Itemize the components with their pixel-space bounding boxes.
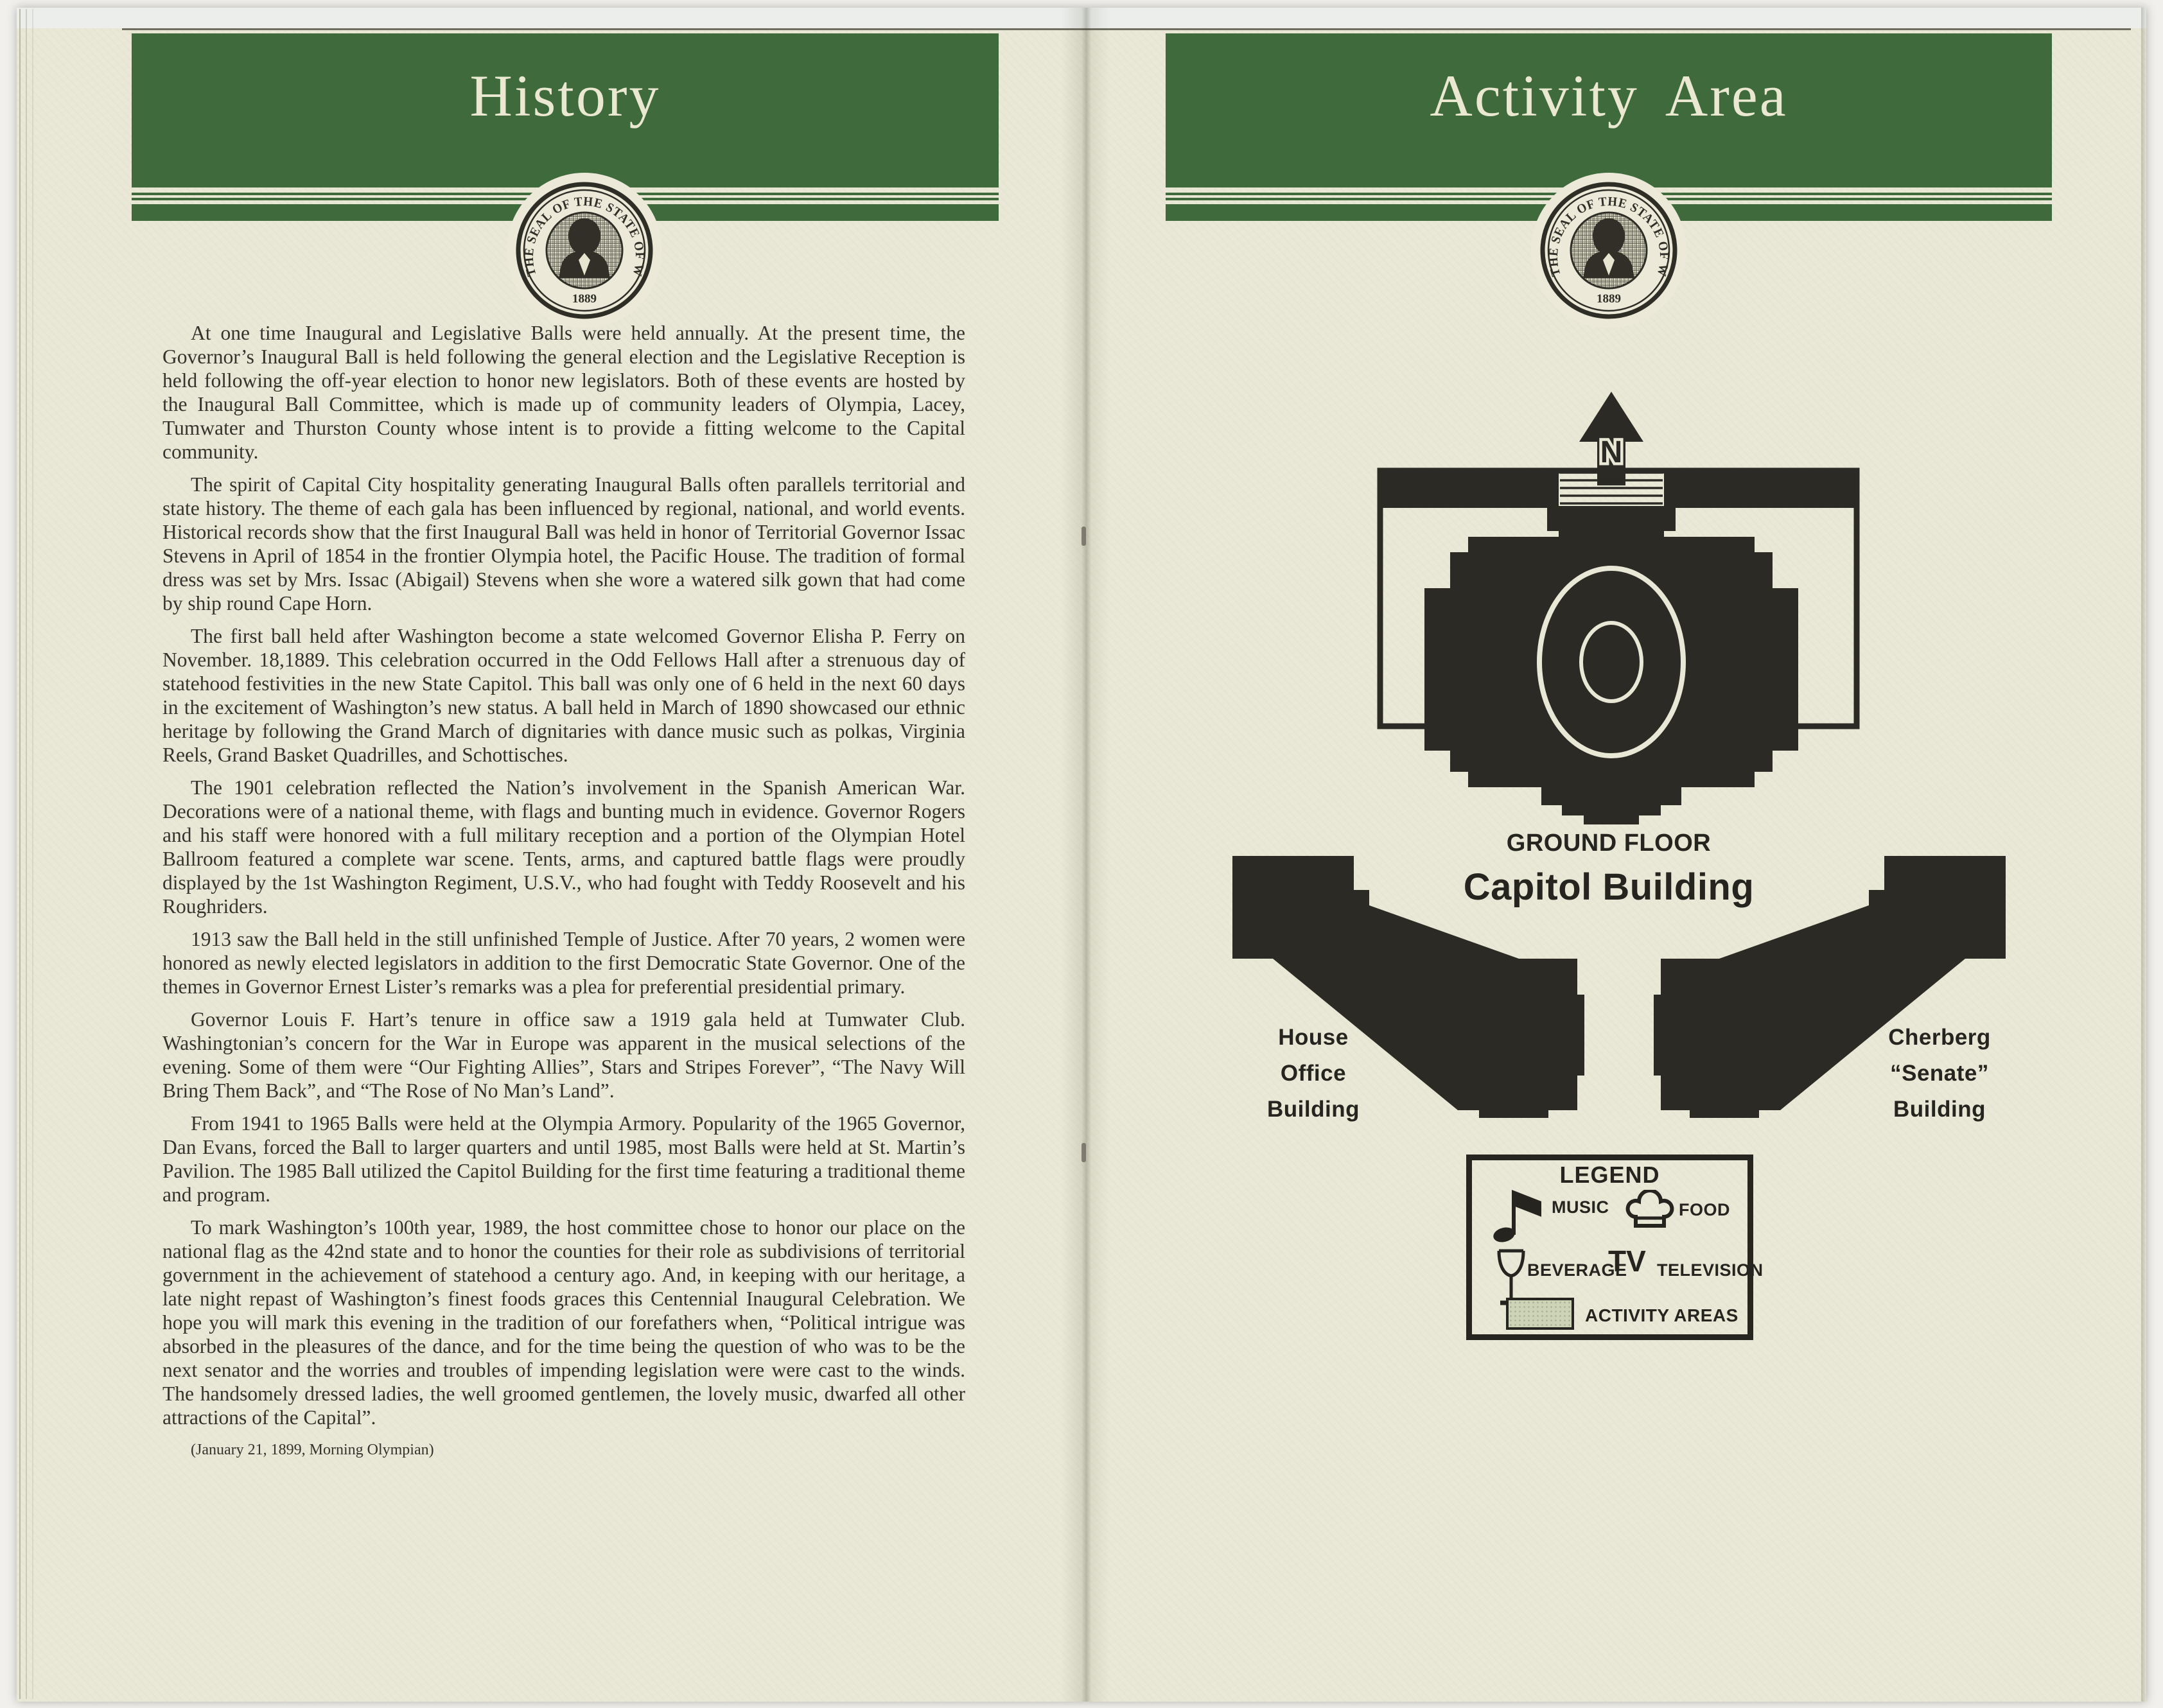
activity-area-swatch [1506, 1298, 1574, 1330]
legend-label-music: MUSIC [1552, 1198, 1609, 1217]
label-line: Cherberg [1888, 1025, 1991, 1050]
svg-text:N: N [1600, 435, 1623, 469]
history-paragraph: 1913 saw the Ball held in the still unfinished Temple of Justice. After 70 years, 2 women were honored as newly elected legislators in addition to the first Democratic State Governor. One of the themes in Governor Ernest Lister’s remarks was a plea for preferential presidential primary. [162, 928, 965, 998]
washington-state-seal-icon [506, 172, 663, 329]
ground-floor-label: GROUND FLOOR [1506, 830, 1712, 857]
history-paragraph: To mark Washington’s 100th year, 1989, the host committee chose to honor our place on the national flag as the 42nd state and to honor the counties for their role as subdivisions of territorial government in the achievement of statehood a century ago. And, in keeping with our heritage, a late night repast of Washington’s finest foods graces this Centennial Inaugural Celebration. We hope you will mark this evening in the tradition of our forefathers when, “Political intrigue was absorbed in the pleasures of the dance, and for the time being the question of who was to be the next senator and the worries and troubles of impending legislation were were cast to the winds. The handsomely dressed ladies, the well groomed gentlemen, the lovely music, dwarfed all other attractions of the Capital”. [162, 1216, 965, 1429]
legend-label-food: FOOD [1679, 1200, 1730, 1219]
page-edge-line [122, 28, 2131, 30]
source-citation: (January 21, 1899, Morning Olympian) [191, 1442, 434, 1458]
center-fold-shadow [1061, 8, 1110, 1702]
legend-label-beverage: BEVERAGE [1527, 1260, 1627, 1280]
north-wall-bar [1378, 468, 1559, 508]
history-body-text [162, 321, 965, 1471]
right-edge-shadow [2141, 8, 2148, 1702]
history-paragraph: The 1901 celebration reflected the Nation’s involvement in the Spanish American War. Decorations were of a national theme, with flags and bunting much in evidence. Governor Rogers and his staff were honored with a full military reception and a portion of the Olympian Hotel Ballroom featured a complete war scene. Tents, arms, and captured battle flags were proudly displayed by the 1st Washington Regiment, U.S.V., who had fought with Teddy Roosevelt and his Roughriders. [162, 776, 965, 918]
washington-state-seal-icon [1530, 172, 1687, 329]
legend-box [1466, 1155, 1764, 1340]
house-office-building-label [1217, 1020, 1410, 1128]
label-line: “Senate” [1890, 1061, 1989, 1086]
history-paragraph: The first ball held after Washington become a state welcomed Governor Elisha P. Ferry on November. 18,1889. This celebration occurred in the Odd Fellows Hall after a strenuous day of statehood festivities in the new State Capitol. This ball was only one of 6 held in the next 60 days in the excitement of Washington’s new status. A ball held in March of 1890 showcased our ethnic heritage by following the Grand March of dignitaries with dance music such as polkas, Virginia Reels, Grand Basket Quadrilles, and Schottisches. [162, 625, 965, 766]
chef-hat-icon [1625, 1190, 1675, 1235]
label-line: Building [1893, 1097, 1986, 1122]
tv-glyph: TV [1608, 1244, 1646, 1278]
page-stack-edge [26, 9, 27, 1699]
wall-tab [1664, 508, 1676, 531]
page-title-activity-area: Activity Area [1430, 63, 1788, 128]
history-header-band [132, 33, 999, 187]
music-note-icon [1491, 1186, 1545, 1245]
page-stack-edge [32, 9, 33, 1699]
capitol-building-label: Capitol Building [1463, 866, 1755, 908]
activity-area-header-band [1166, 33, 2052, 187]
page-title-history: History [469, 63, 661, 128]
capitol-ground-floor-plan [1349, 379, 1888, 828]
history-paragraph: Governor Louis F. Hart’s tenure in office saw a 1919 gala held at Tumwater Club. Washingtonian’s concern for the War in Europe was apparent in the musical selections of the evening. Some of them were “Our Fighting Allies”, Stars and Stripes Forever”, “The Navy Will Bring Them Back”, and “The Rose of No Man’s Land”. [162, 1008, 965, 1102]
wall-tab [1547, 508, 1559, 531]
page-stack-edge [19, 9, 21, 1699]
legend-label-television: TELEVISION [1657, 1260, 1764, 1280]
label-line: Office [1280, 1061, 1347, 1086]
history-paragraph: The spirit of Capital City hospitality generating Inaugural Balls often parallels territorial and state history. The theme of each gala has been influenced by regional, national, and world events. Historical records show that the first Inaugural Ball was held in honor of Territorial Governor Issac Stevens in April of 1854 in the frontier Olympia hotel, the Pacific House. The tradition of formal dress was set by Mrs. Issac (Abigail) Stevens when she wore a watered silk gown that had come by ship round Cape Horn. [162, 473, 965, 614]
capitol-building-footprint [1424, 506, 1798, 824]
label-line: House [1278, 1025, 1349, 1050]
history-paragraph: At one time Inaugural and Legislative Balls were held annually. At the present time, the Governor’s Inaugural Ball is held following the general election and the Legislative Reception is held following the off-year election to honor new legislators. Both of these events are hosted by the Inaugural Ball Committee, which is made up of community leaders of Olympia, Lacey, Tumwater and Thurston County whose intent is to provide a fitting welcome to the Capital community. [162, 322, 965, 463]
staple-mark [1082, 527, 1086, 546]
legend-title: LEGEND [1559, 1162, 1660, 1188]
staple-mark [1082, 1143, 1086, 1162]
cherberg-senate-building-label [1843, 1020, 2036, 1128]
label-line: Building [1267, 1097, 1360, 1122]
legend-label-activity-areas: ACTIVITY AREAS [1585, 1305, 1738, 1325]
north-wall-bar [1664, 468, 1859, 508]
history-paragraph: From 1941 to 1965 Balls were held at the Olympia Armory. Popularity of the 1965 Governor, Dan Evans, forced the Ball to larger quarters and until 1985, most Balls were held at St. Martin’s Pavilion. The 1985 Ball utilized the Capitol Building for the first time featuring a traditional theme and program. [162, 1112, 965, 1206]
